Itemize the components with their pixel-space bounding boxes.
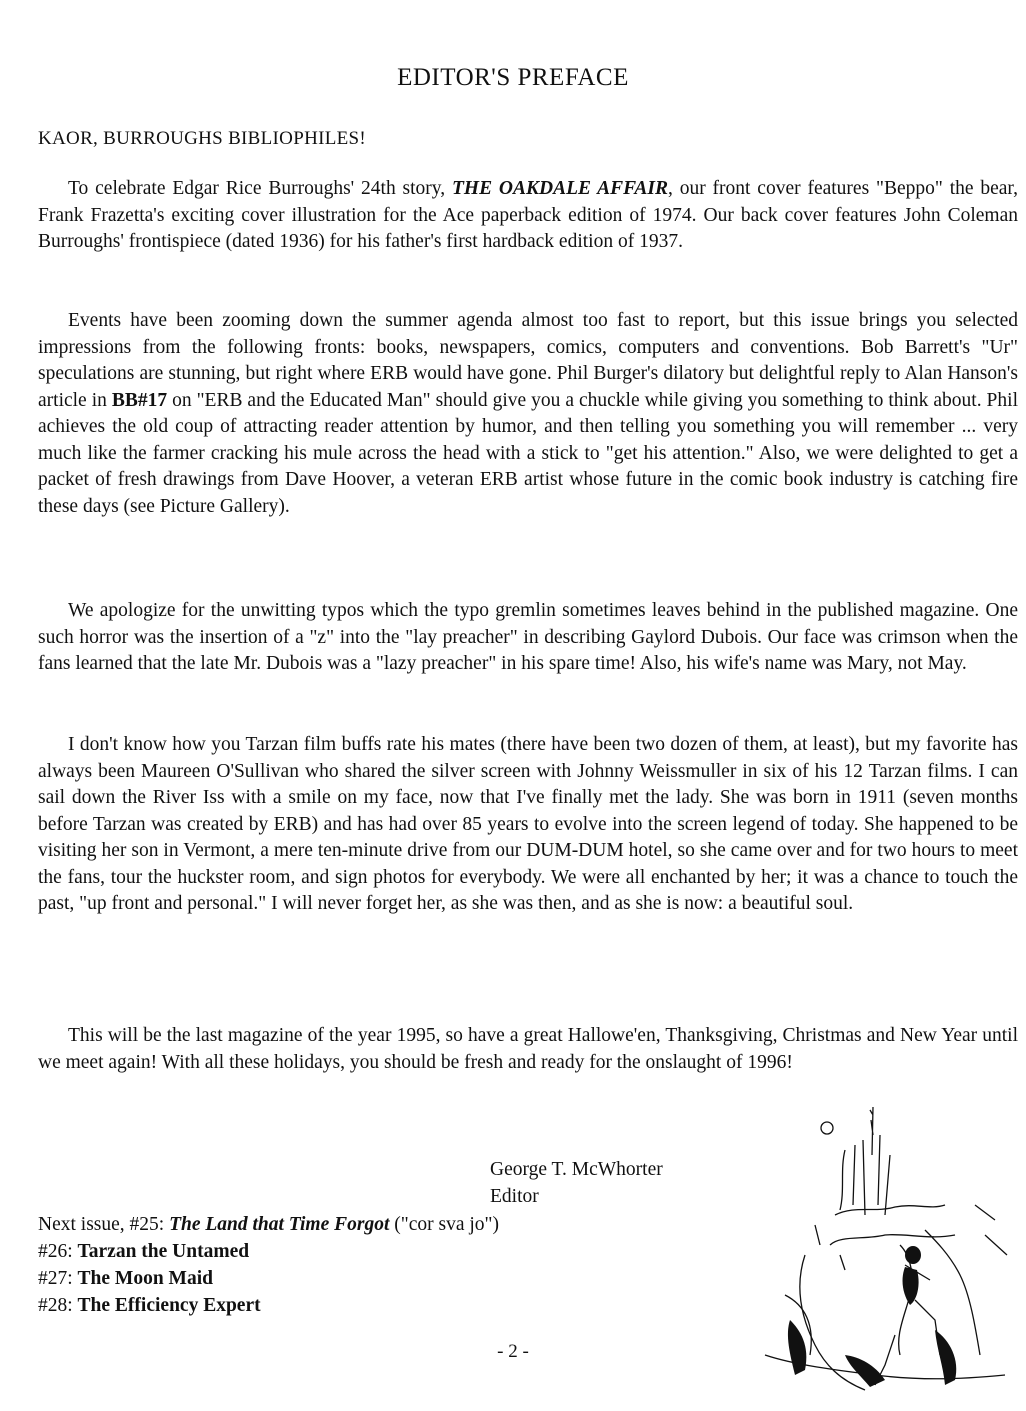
issue-26-number: #26:: [38, 1241, 78, 1262]
issue-25-suffix: ("cor sva jo"): [389, 1214, 499, 1235]
body-paragraph-2: [38, 308, 1018, 546]
p1-text-b: , our front cover features "Beppo" the bear, Frank Frazetta's exciting cover illustration for the Ace paperback edition of 1974. Our back cover features John Coleman Burroughs' frontispiece (dated 1936) for his father's first hardback edition of 1937.: [38, 178, 1019, 252]
body-paragraph-4: [38, 732, 1018, 944]
next-issue-28: [38, 1292, 499, 1319]
signature-role: Editor: [490, 1186, 539, 1207]
p2-text-a: Events have been zooming down the summer agenda almost too fast to report, but this issue brings you selected impressions from the following fronts: books, newspapers, comics, computers and conventions. Bob Barrett's "Ur" speculations are stunning, but right where ERB would have gone. Phil Burger's dilatory but delightful reply to Alan Hanson's article in: [38, 310, 1018, 411]
next-issue-25: [38, 1211, 499, 1238]
p3-text: We apologize for the unwitting typos which the typo gremlin sometimes leaves behind in the published magazine. One such horror was the insertion of a "z" into the "lay preacher" in describing Gaylord Dubois. Our face was crimson when the fans learned that the late Mr. Dubois was a "lazy preacher" in his spare time! Also, his wife's name was Mary, not May.: [38, 600, 1018, 674]
signature-name: George T. McWhorter: [490, 1159, 663, 1180]
issue-ref: BB#17: [111, 389, 168, 411]
issue-27-number: #27:: [38, 1268, 78, 1289]
p2-text-b: on "ERB and the Educated Man" should give you a chuckle while giving you something to think about. Phil achieves the old coup of attracting reader attention by humor, and then telling you something you will remember ... very much like the farmer cracking his mule across the head with a stick to "get his attention." Also, we were delighted to get a packet of fresh drawings from Dave Hoover, a veteran ERB artist whose future in the comic book industry is catching fire these days (see Picture Gallery).: [38, 389, 1018, 517]
page-number: - 2 -: [497, 1341, 529, 1362]
issue-27-title: The Moon Maid: [77, 1268, 213, 1289]
next-issue-26: [38, 1238, 499, 1265]
issue-25-title: The Land that Time Forgot: [169, 1214, 390, 1235]
issue-28-title: The Efficiency Expert: [77, 1295, 261, 1316]
greeting: KAOR, BURROUGHS BIBLIOPHILES!: [38, 128, 367, 149]
p1-text-a: To celebrate Edgar Rice Burroughs' 24th story,: [68, 178, 452, 199]
book-title-oakdale: THE OAKDALE AFFAIR: [452, 178, 668, 199]
p5-text: This will be the last magazine of the year 1995, so have a great Hallowe'en, Thanksgiving, Christmas and New Year until we meet again! With all these holidays, you should be fresh and ready for the onslaught of 1996!: [38, 1025, 1018, 1073]
signature-block: [490, 1156, 663, 1210]
page-title: EDITOR'S PREFACE: [397, 64, 629, 91]
body-paragraph-5: [38, 1023, 1018, 1102]
next-issue-prefix: Next issue, #25:: [38, 1214, 170, 1235]
issue-28-number: #28:: [38, 1295, 78, 1316]
p4-text: I don't know how you Tarzan film buffs rate his mates (there have been two dozen of them, at least), but my favorite has always been Maureen O'Sullivan who shared the silver screen with Johnny Weissmuller in six of his 12 Tarzan films. I can sail down the River Iss with a smile on my face, now that I've finally met the lady. She was born in 1911 (seven months before Tarzan was created by ERB) and has had over 85 years to evolve into the screen legend of today. She happened to be visiting her son in Vermont, a mere ten-minute drive from our DUM-DUM hotel, so she came over and for two hours to meet the fans, tour the huckster room, and sign photos for everybody. We were all enchanted by her; it was a chance to touch the past, "up front and personal." I will never forget her, as she was then, and as she is now: a beautiful soul.: [38, 734, 1018, 914]
body-paragraph-1: [38, 176, 1018, 282]
body-paragraph-3: [38, 598, 1018, 704]
next-issues-list: [38, 1211, 499, 1319]
next-issue-27: [38, 1265, 499, 1292]
issue-26-title: Tarzan the Untamed: [77, 1241, 250, 1262]
